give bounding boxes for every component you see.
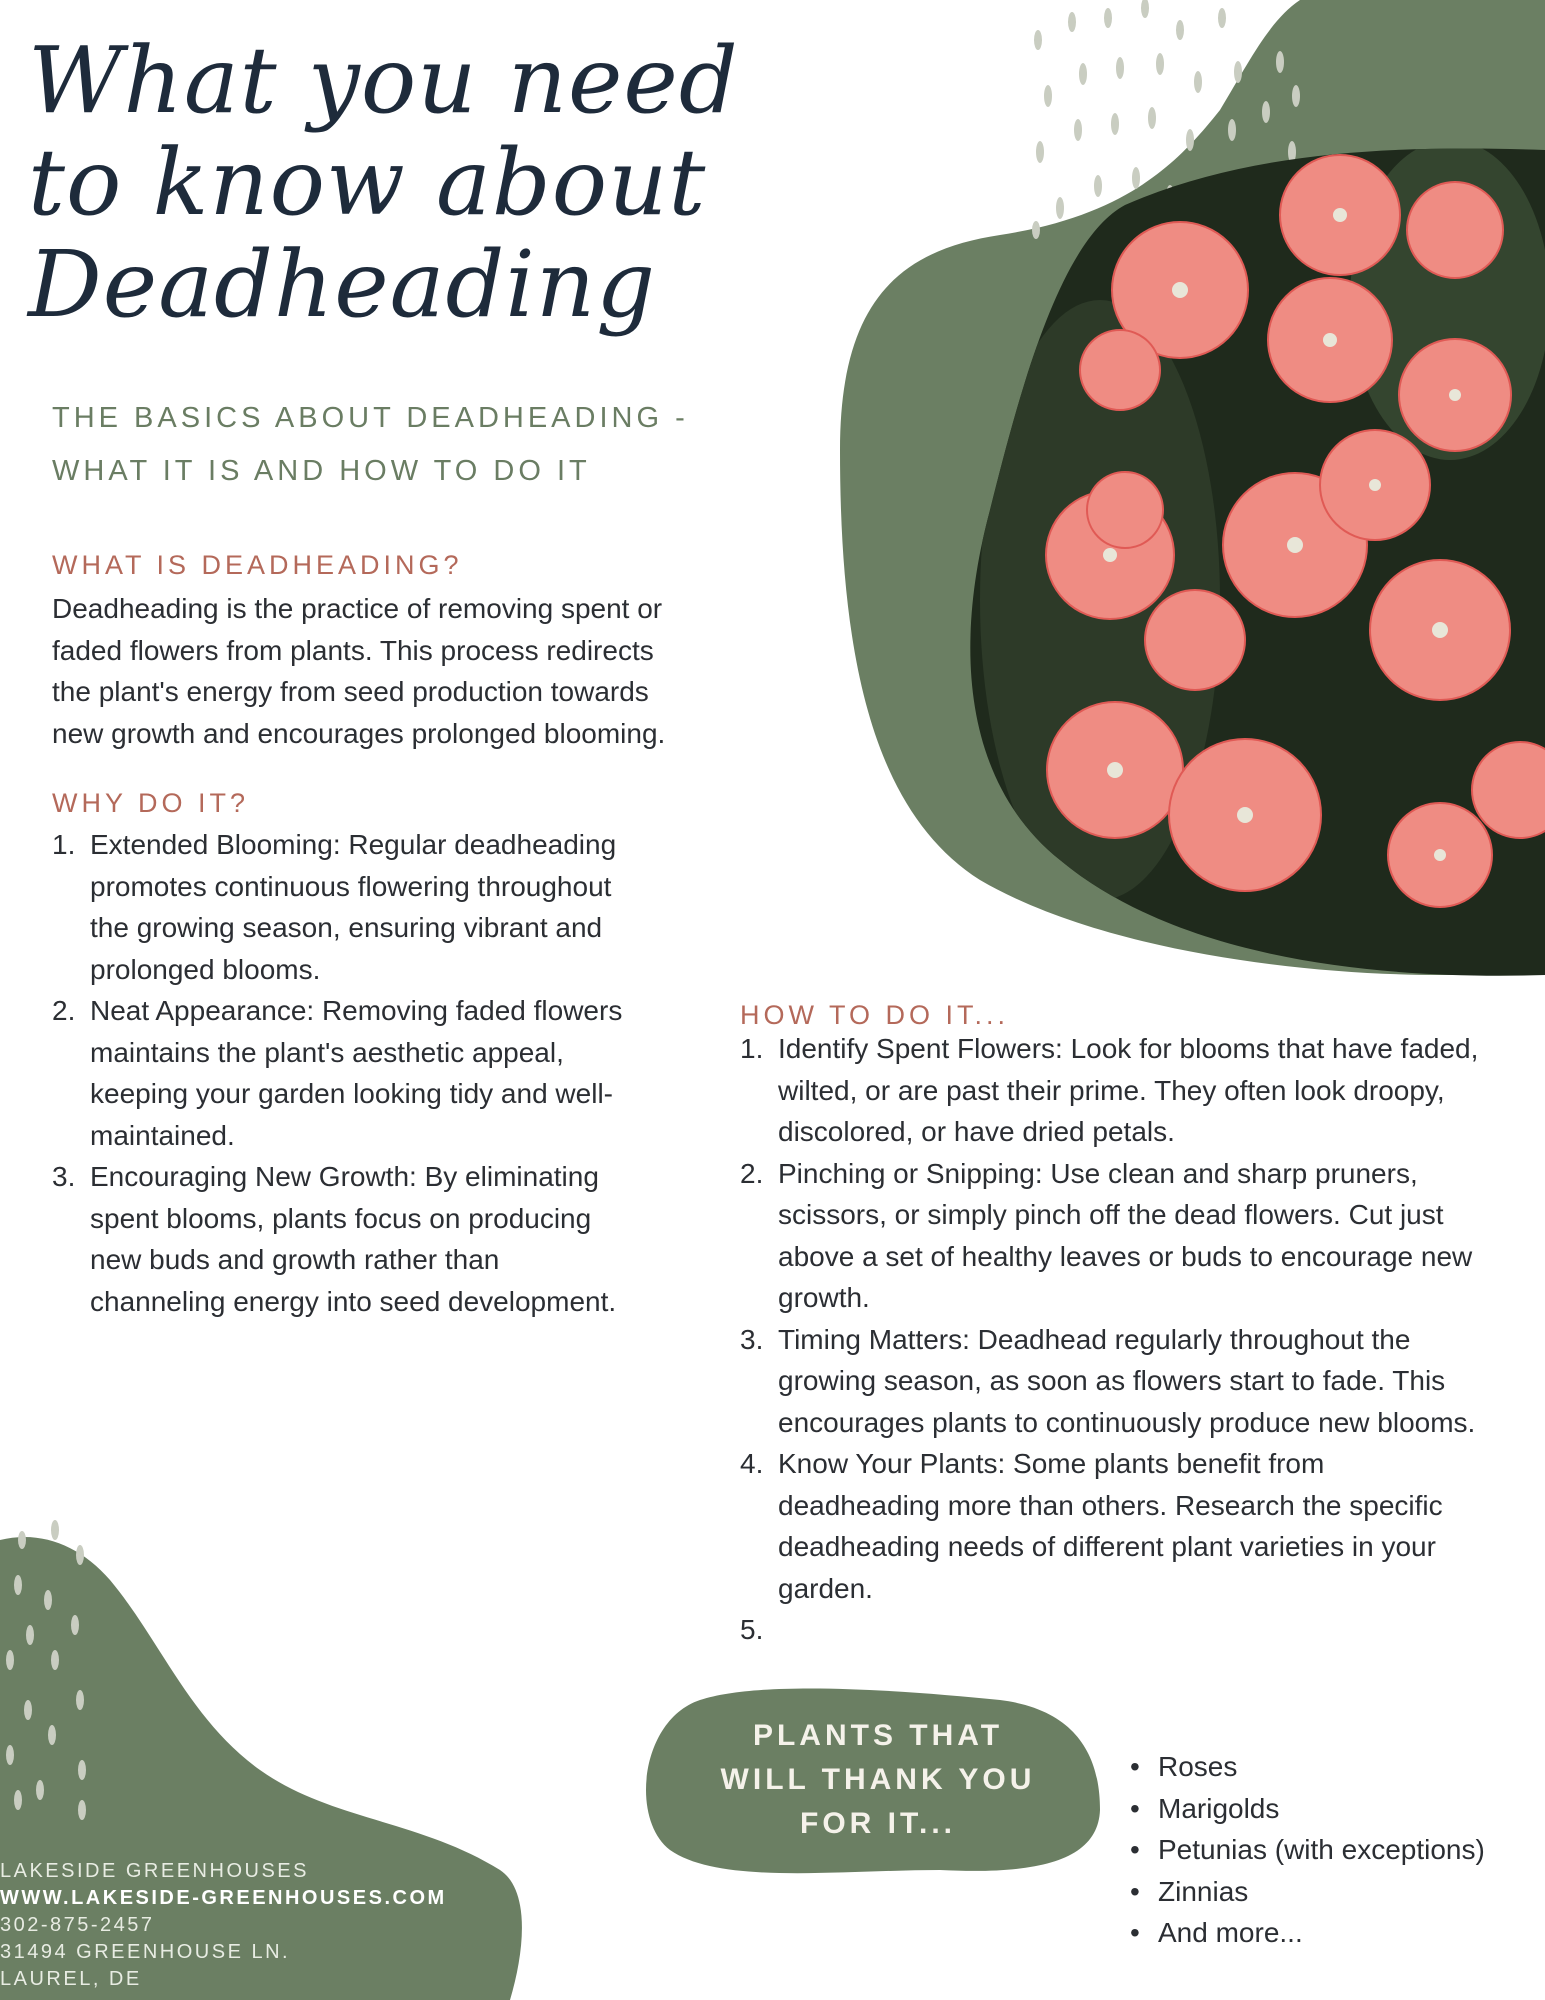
website-link[interactable]: WWW.LAKESIDE-GREENHOUSES.COM — [0, 1887, 447, 1909]
what-line: the plant's energy from seed production towards — [52, 676, 649, 707]
how-item-line: wilted, or are past their prime. They often look droopy, — [778, 1074, 1445, 1106]
how-item — [740, 1443, 1540, 1609]
subtitle — [52, 392, 752, 498]
what-line: new growth and encourages prolonged blooming. — [52, 717, 666, 749]
how-item-line: Know Your Plants: Some plants benefit from — [778, 1448, 1325, 1479]
why-item — [52, 990, 692, 1156]
why-item — [52, 824, 692, 990]
why-item-line: the growing season, ensuring vibrant and — [90, 912, 603, 943]
why-item-line: channeling energy into seed development. — [90, 1285, 617, 1317]
street-address: 31494 GREENHOUSE LN. — [0, 1941, 291, 1963]
why-item-line: new buds and growth rather than — [90, 1244, 500, 1275]
page-title — [28, 27, 739, 338]
how-item-number: 5. — [740, 1614, 764, 1645]
plants-label-line: FOR IT... — [800, 1807, 956, 1840]
why-item-line: Neat Appearance: Removing faded flowers — [90, 995, 623, 1026]
how-item — [740, 1028, 1540, 1153]
why-item-line: promotes continuous flowering throughout — [90, 870, 612, 902]
plants-label-line: PLANTS THAT — [752, 1719, 1004, 1752]
how-item-line: scissors, or simply pinch off the dead flowers. Cut just — [778, 1199, 1444, 1230]
how-item-line: discolored, or have dried petals. — [778, 1116, 1175, 1147]
plants-label — [648, 1714, 1108, 1846]
plant-item: • Petunias (with exceptions) — [1130, 1829, 1530, 1871]
how-item-line: above a set of healthy leaves or buds to encourage new — [778, 1240, 1473, 1272]
plant-item: • Zinnias — [1130, 1871, 1530, 1913]
how-item-number: 1. — [740, 1033, 764, 1064]
how-item-number: 3. — [740, 1323, 764, 1355]
how-item-line: Identify Spent Flowers: Look for blooms that have faded, — [778, 1033, 1479, 1064]
title-line-3: Deadheading — [28, 231, 656, 338]
plants-label-line: WILL THANK YOU — [720, 1763, 1036, 1796]
how-item-line: deadheading needs of different plant varieties in your — [778, 1531, 1436, 1562]
plant-item: • Marigolds — [1130, 1788, 1530, 1830]
title-line-2: to know about — [28, 129, 707, 236]
why-item-number: 1. — [52, 829, 76, 860]
how-item — [740, 1319, 1540, 1444]
how-item-line: garden. — [778, 1572, 873, 1604]
how-item-line: Pinching or Snipping: Use clean and sharp pruners, — [778, 1157, 1418, 1189]
what-line: Deadheading is the practice of removing spent or — [52, 593, 663, 624]
title-line-1: What you need — [28, 27, 739, 134]
why-item-number: 2. — [52, 995, 76, 1026]
how-item-number: 4. — [740, 1448, 764, 1479]
city-state: LAUREL, DE — [0, 1968, 142, 1990]
plant-item: • And more... — [1130, 1912, 1530, 1954]
phone-number: 302-875-2457 — [0, 1914, 155, 1936]
why-item-line: Encouraging New Growth: By eliminating — [90, 1161, 599, 1192]
how-item-line: Timing Matters: Deadhead regularly throughout the — [778, 1323, 1411, 1355]
why-item-line: Extended Blooming: Regular deadheading — [90, 829, 617, 860]
company-name: LAKESIDE GREENHOUSES — [0, 1860, 309, 1882]
how-item — [740, 1609, 1540, 1651]
why-item-line: prolonged blooms. — [90, 953, 321, 985]
why-item-line: maintains the plant's aesthetic appeal, — [90, 1036, 564, 1068]
plants-list — [1130, 1746, 1530, 1954]
how-item-line: growth. — [778, 1282, 870, 1313]
why-item — [52, 1156, 692, 1322]
subtitle-line-2: WHAT IT IS AND HOW TO DO IT — [52, 455, 591, 487]
how-item-line: deadheading more than others. Research the specific — [778, 1489, 1443, 1521]
what-line: faded flowers from plants. This process redirects — [52, 634, 654, 666]
what-heading: WHAT IS DEADHEADING? — [52, 550, 463, 580]
why-list — [52, 824, 692, 1322]
why-item-number: 3. — [52, 1161, 76, 1192]
how-item-number: 2. — [740, 1157, 764, 1189]
footer-contact — [0, 1858, 500, 1993]
how-item-line — [778, 1609, 1540, 1651]
how-heading: HOW TO DO IT... — [740, 1000, 1010, 1030]
plant-item: • Roses — [1130, 1746, 1530, 1788]
what-body — [52, 588, 742, 754]
why-heading: WHY DO IT? — [52, 788, 250, 818]
why-item-line: spent blooms, plants focus on producing — [90, 1202, 592, 1234]
how-list — [740, 1028, 1540, 1651]
subtitle-line-1: THE BASICS ABOUT DEADHEADING - — [52, 402, 689, 434]
how-item-line: growing season, as soon as flowers start to fade. This — [778, 1365, 1446, 1396]
how-item-line: encourages plants to continuously produce new blooms. — [778, 1406, 1476, 1438]
why-item-line: maintained. — [90, 1119, 235, 1151]
why-item-line: keeping your garden looking tidy and well- — [90, 1078, 613, 1109]
how-item — [740, 1153, 1540, 1319]
